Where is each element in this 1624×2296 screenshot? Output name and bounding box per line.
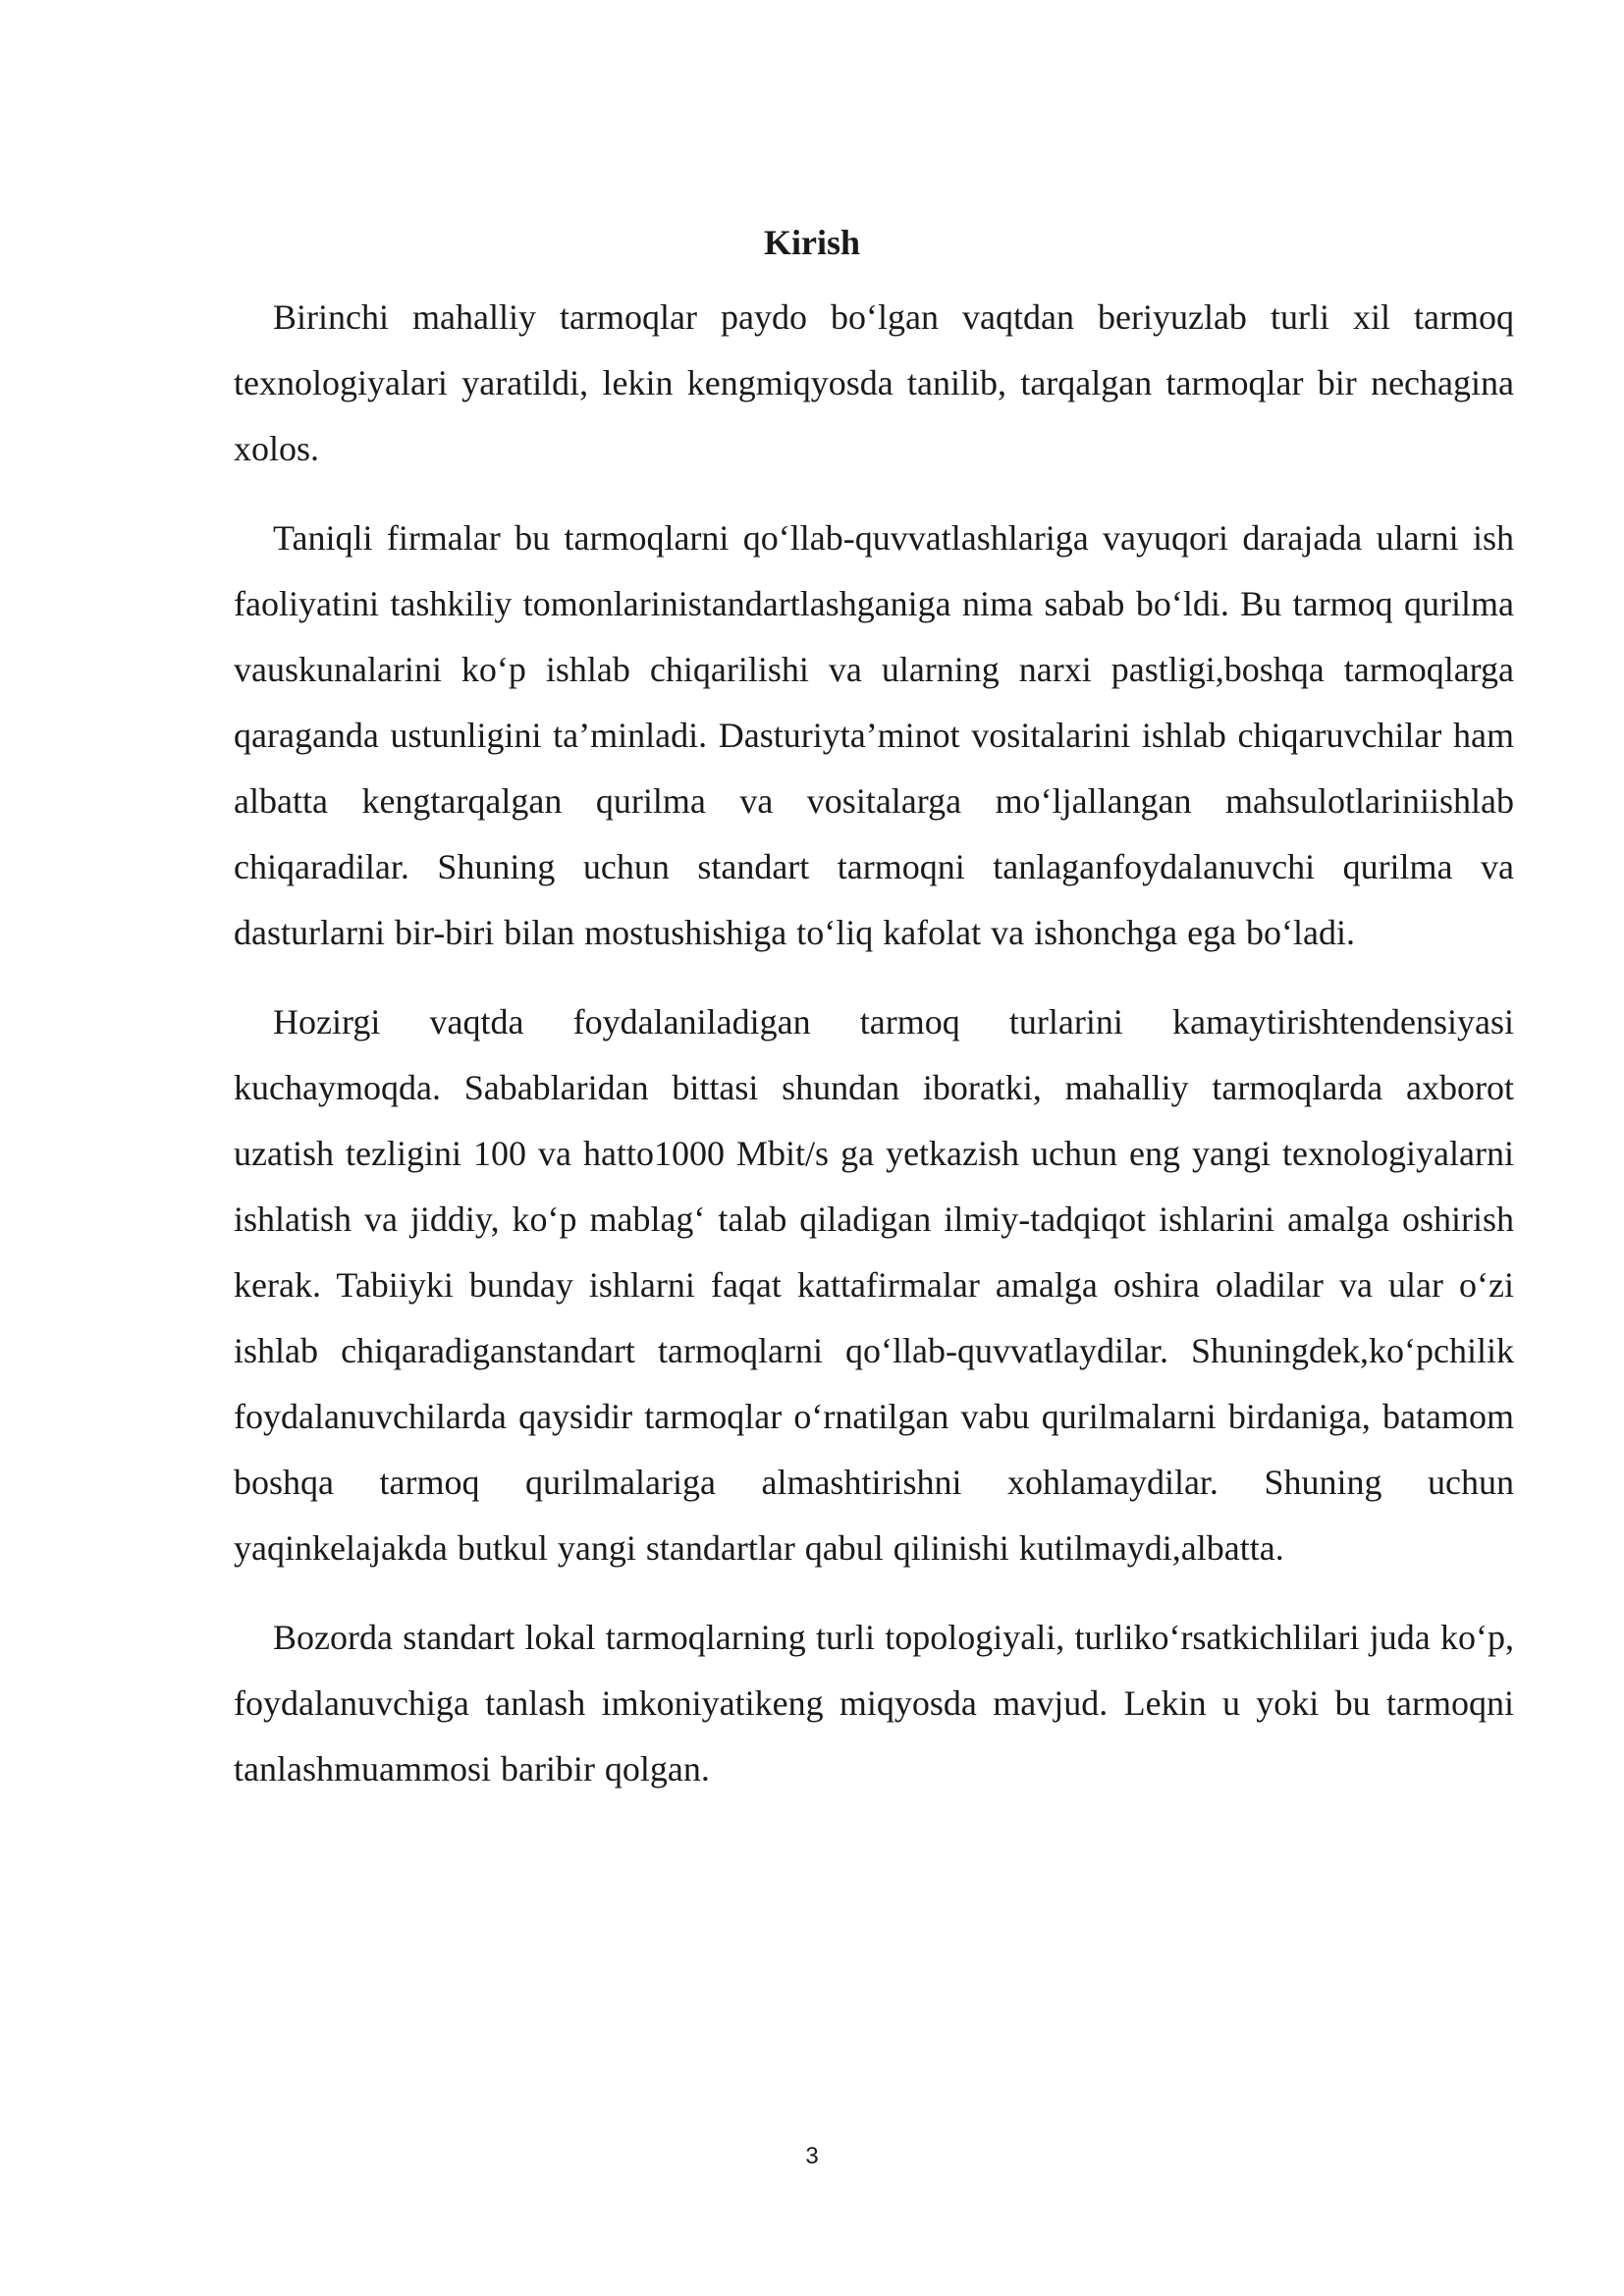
paragraph-4: Bozorda standart lokal tarmoqlarning turli topologiyali, turliko‘rsatkichlilari juda ko‘p, foydalanuvchiga tanlash imkoniyatikeng miqyosda mavjud. Lekin u yoki bu tarmoqni tanlashmuammosi baribir qolgan. [234, 1618, 1514, 1789]
paragraph-2: Taniqli firmalar bu tarmoqlarni qo‘llab-quvvatlashlariga vayuqori darajada ularni ish faoliyatini tashkiliy tomonlarinistandartlashganiga nima sabab bo‘ldi. Bu tarmoq qurilma vauskunalarini ko‘p ishlab chiqarilishi va ularning narxi pastligi,boshqa tarmoqlarga qaraganda ustunligini ta’minladi. Dasturiyta’minot vositalarini ishlab chiqaruvchilar ham albatta kengtarqalgan qurilma va vositalarga mo‘ljallangan mahsulotlariniishlab chiqaradilar. Shuning uchun standart tarmoqni tanlaganfoydalanuvchi qurilma va dasturlarni bir-biri bilan mostushishiga to‘liq kafolat va ishonchga ega bo‘ladi. [234, 518, 1514, 952]
page-number: 3 [805, 2143, 819, 2169]
paragraph-1: Birinchi mahalliy tarmoqlar paydo bo‘lgan vaqtdan beriyuzlab turli xil tarmoq texnologiyalari yaratildi, lekin kengmiqyosda tanilib, tarqalgan tarmoqlar bir nechagina xolos. [234, 297, 1514, 468]
body-text [234, 285, 1514, 1826]
page-title: Kirish [763, 223, 860, 262]
paragraph-3: Hozirgi vaqtda foydalaniladigan tarmoq turlarini kamaytirishtendensiyasi kuchaymoqda. Sabablaridan bittasi shundan iboratki, mahalliy tarmoqlarda axborot uzatish tezligini 100 va hatto1000 Mbit/s ga yetkazish uchun eng yangi texnologiyalarni ishlatish va jiddiy, ko‘p mablag‘ talab qiladigan ilmiy-tadqiqot ishlarini amalga oshirish kerak. Tabiiyki bunday ishlarni faqat kattafirmalar amalga oshira oladilar va ular o‘zi ishlab chiqaradiganstandart tarmoqlarni qo‘llab-quvvatlaydilar. Shuningdek,ko‘pchilik foydalanuvchilarda qaysidir tarmoqlar o‘rnatilgan vabu qurilmalarni birdaniga, batamom boshqa tarmoq qurilmalariga almashtirishni xohlamaydilar. Shuning uchun yaqinkelajakda butkul yangi standartlar qabul qilinishi kutilmaydi,albatta. [234, 1002, 1514, 1568]
